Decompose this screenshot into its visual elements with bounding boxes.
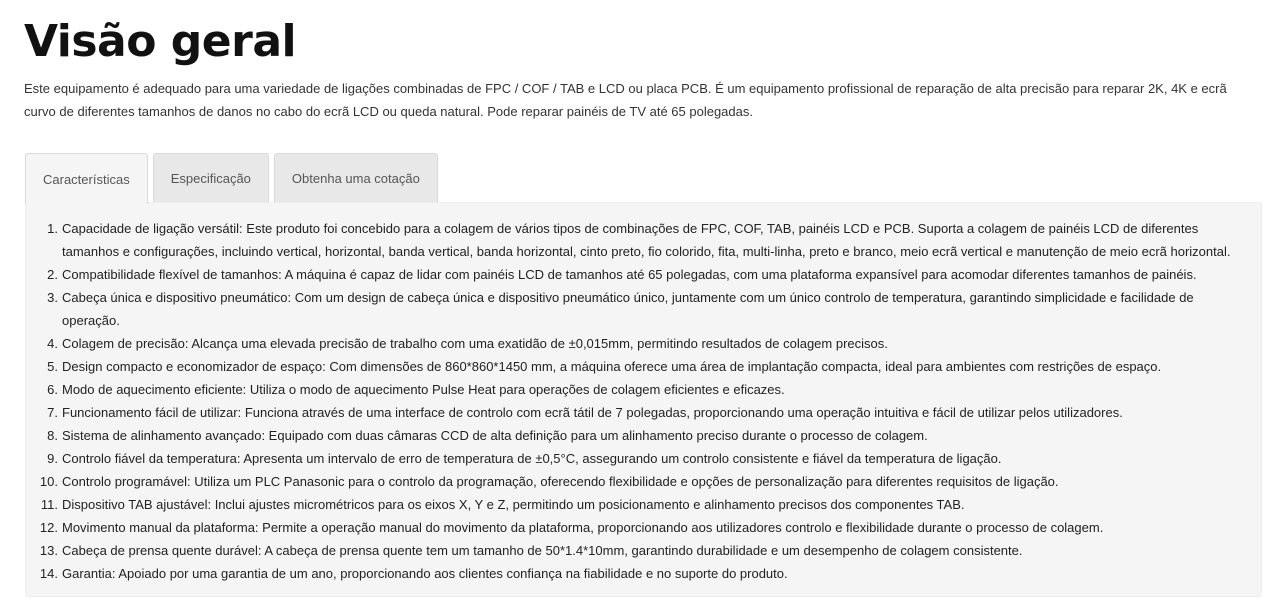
page-title: Visão geral — [24, 16, 297, 67]
list-item-number: 4. — [47, 336, 58, 351]
list-item-number: 9. — [47, 451, 58, 466]
list-item-number: 5. — [47, 359, 58, 374]
list-item-number: 6. — [47, 382, 58, 397]
list-item-number: 10. — [39, 474, 58, 489]
list-item-text: Compatibilidade flexível de tamanhos: A máquina é capaz de lidar com painéis LCD de tamanhos até 65 polegadas, com uma plataforma expansível para acomodar diferentes tamanhos de painéis. — [62, 267, 1197, 282]
list-item — [47, 332, 1242, 355]
list-item-text: Cabeça de prensa quente durável: A cabeça de prensa quente tem um tamanho de 50*1.4*10mm, garantindo durabilidade e um desempenho de colagem consistente. — [62, 543, 1023, 558]
list-item-number: 14. — [39, 566, 58, 581]
list-item — [39, 539, 1242, 562]
list-item-text: Dispositivo TAB ajustável: Inclui ajustes micrométricos para os eixos X, Y e Z, permitindo um posicionamento e alinhamento precisos dos componentes TAB. — [62, 497, 965, 512]
list-item — [39, 516, 1242, 539]
list-item — [47, 217, 1242, 263]
intro-paragraph: Este equipamento é adequado para uma variedade de ligações combinadas de FPC / COF / TAB e LCD ou placa PCB. É um equipamento profissional de reparação de alta precisão para reparar 2K, 4K e ecrã curvo de diferentes tamanhos de danos no cabo do ecrã LCD ou queda natural. Pode reparar painéis de TV até 65 polegadas. — [24, 81, 1227, 119]
list-item — [47, 401, 1242, 424]
list-item — [47, 378, 1242, 401]
list-item-text: Controlo programável: Utiliza um PLC Panasonic para o controlo da programação, oferecendo flexibilidade e opções de personalização para diferentes requisitos de ligação. — [62, 474, 1059, 489]
list-item-number: 1. — [47, 221, 58, 236]
tab-bar — [25, 153, 443, 203]
list-item-text: Modo de aquecimento eficiente: Utiliza o modo de aquecimento Pulse Heat para operações de colagem eficientes e eficazes. — [62, 382, 785, 397]
list-item — [47, 355, 1242, 378]
list-item-text: Colagem de precisão: Alcança uma elevada precisão de trabalho com uma exatidão de ±0,015mm, permitindo resultados de colagem precisos. — [62, 336, 888, 351]
list-item — [47, 447, 1242, 470]
list-item-text: Funcionamento fácil de utilizar: Funciona através de uma interface de controlo com ecrã tátil de 7 polegadas, proporcionando uma operação intuitiva e fácil de utilizar pelos utilizadores. — [62, 405, 1123, 420]
list-item-number: 12. — [39, 520, 58, 535]
list-item-text: Cabeça única e dispositivo pneumático: Com um design de cabeça única e dispositivo pneumático único, juntamente com um único controlo de temperatura, garantindo simplicidade e facilidade de operação. — [62, 290, 1194, 328]
list-item-text: Controlo fiável da temperatura: Apresenta um intervalo de erro de temperatura de ±0,5°C, assegurando um controlo consistente e fiável da temperatura de ligação. — [62, 451, 1002, 466]
list-item-number: 2. — [47, 267, 58, 282]
list-item — [40, 493, 1242, 516]
list-item — [47, 424, 1242, 447]
list-item — [39, 470, 1242, 493]
list-item-number: 11. — [40, 497, 58, 512]
tab-caracteristicas[interactable]: Características — [25, 153, 148, 204]
features-list — [39, 217, 1242, 585]
list-item-text: Sistema de alinhamento avançado: Equipado com duas câmaras CCD de alta definição para um alinhamento preciso durante o processo de colagem. — [62, 428, 928, 443]
list-item-number: 7. — [47, 405, 58, 420]
list-item — [47, 286, 1242, 332]
list-item-text: Garantia: Apoiado por uma garantia de um ano, proporcionando aos clientes confiança na fiabilidade e no suporte do produto. — [62, 566, 788, 581]
list-item — [39, 562, 1242, 585]
list-item-text: Capacidade de ligação versátil: Este produto foi concebido para a colagem de vários tipos de combinações de FPC, COF, TAB, painéis LCD e PCB. Suporta a colagem de painéis LCD de diferentes tamanhos e configurações, incluindo vertical, horizontal, banda vertical, banda horizontal, cinto preto, fio colorido, fita, multi-linha, preto e branco, meio ecrã vertical e manutenção de meio ecrã horizontal. — [62, 221, 1231, 259]
list-item-text: Design compacto e economizador de espaço: Com dimensões de 860*860*1450 mm, a máquina oferece uma área de implantação compacta, ideal para ambientes com restrições de espaço. — [62, 359, 1162, 374]
tab-panel-caracteristicas — [25, 202, 1262, 597]
list-item — [47, 263, 1242, 286]
list-item-number: 3. — [47, 290, 58, 305]
tab-especificacao[interactable]: Especificação — [153, 153, 269, 203]
list-item-number: 13. — [39, 543, 58, 558]
list-item-text: Movimento manual da plataforma: Permite a operação manual do movimento da plataforma, proporcionando aos utilizadores controlo e flexibilidade durante o processo de colagem. — [62, 520, 1104, 535]
list-item-number: 8. — [47, 428, 58, 443]
tab-obtenha-cotacao[interactable]: Obtenha uma cotação — [274, 153, 438, 203]
